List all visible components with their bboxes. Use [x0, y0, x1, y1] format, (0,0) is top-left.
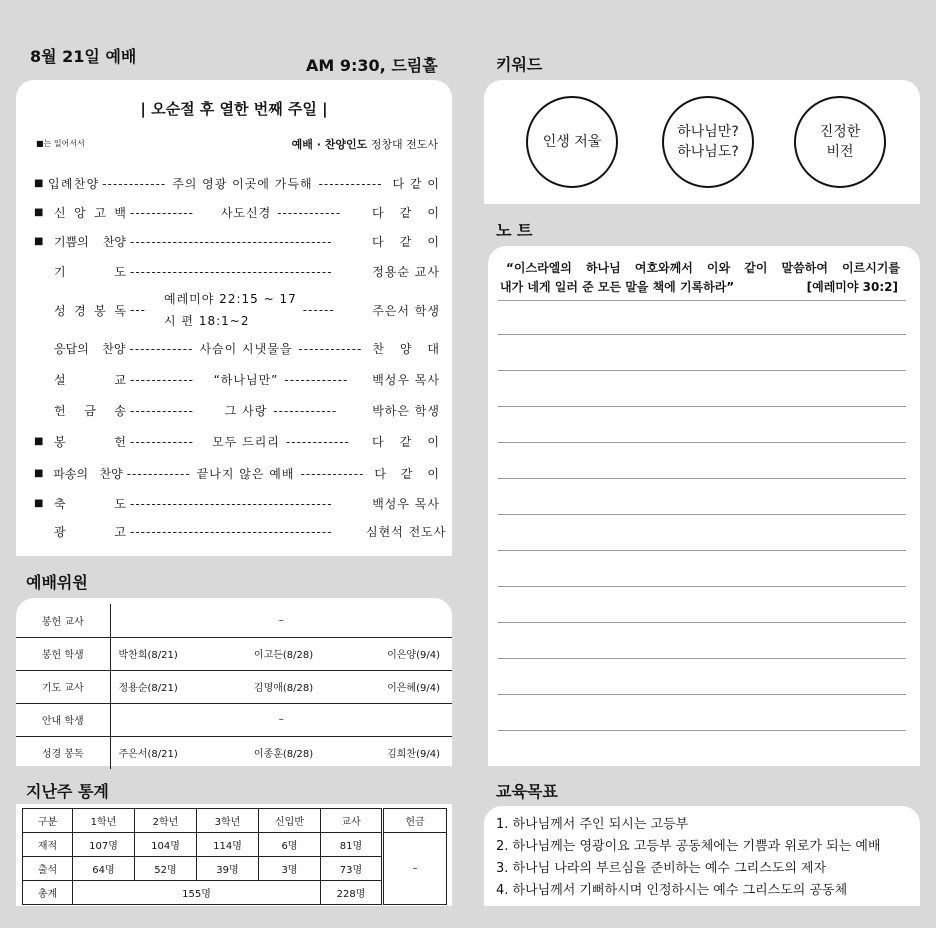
- worship-date-title: 8월 21일 예배: [30, 47, 137, 66]
- committee-value: 김명애(8/28): [231, 670, 337, 703]
- education-goals-title: 교육목표: [496, 782, 558, 801]
- order-item: 광 고: [54, 525, 126, 539]
- stats-cell: 52명: [135, 857, 197, 881]
- note-line: [498, 658, 906, 659]
- order-person: 박하은 학생: [372, 404, 440, 418]
- stats-card: [16, 804, 452, 906]
- committee-role: 기도 교사: [16, 670, 110, 703]
- note-line: [498, 730, 906, 731]
- committee-value: –: [110, 703, 452, 736]
- table-header: 교사: [321, 809, 383, 833]
- keyword-text: 진정한: [819, 124, 861, 140]
- standing-mark: ■: [34, 498, 44, 509]
- stats-cell: 6명: [259, 833, 321, 857]
- note-line: [498, 478, 906, 479]
- order-row: ■ 신 앙 고 백 ------------ 사도신경 ------------ 다 같 이: [34, 205, 440, 220]
- order-content: 주의 영광 이곳에 가득해: [172, 177, 313, 191]
- order-item: 기쁨의 찬양: [54, 235, 126, 249]
- committee-value: 김희찬(9/4): [387, 749, 440, 761]
- worship-time-place: AM 9:30, 드림홀: [306, 56, 438, 75]
- order-row: ■ 봉 헌 ------------ 모두 드리리 ------------ 다 같 이: [34, 434, 440, 449]
- worship-leader: [292, 136, 438, 152]
- leader-name: 정창대 전도사: [370, 138, 438, 151]
- table-row: [16, 670, 452, 703]
- table-row: [16, 604, 452, 637]
- committee-role: 봉헌 학생: [16, 637, 110, 670]
- keyword-circle: [794, 96, 886, 188]
- stats-cell: 155명: [73, 881, 321, 905]
- note-line: [498, 442, 906, 443]
- table-header-row: [23, 809, 447, 833]
- keyword-text: 하나님만?: [677, 124, 739, 140]
- order-content: 그 사랑: [224, 404, 268, 418]
- order-person: 백성우 목사: [372, 497, 440, 511]
- education-goals-list: [496, 814, 881, 902]
- order-item: 성 경 봉 독: [54, 303, 126, 318]
- keyword-circle: [662, 96, 754, 188]
- order-person: 찬 양 대: [372, 342, 440, 356]
- bible-quote-line2: [500, 278, 898, 295]
- committee-value: –: [110, 604, 452, 637]
- leader-label: 예배 · 찬양인도: [291, 138, 368, 151]
- stats-cell: 39명: [197, 857, 259, 881]
- keyword-text: 인생 저울: [542, 134, 602, 150]
- keyword-text: 하나님도?: [677, 144, 739, 160]
- note-line: [498, 334, 906, 335]
- note-line: [498, 300, 906, 301]
- committee-card: [16, 598, 452, 766]
- committee-value: 이종훈(8/28): [253, 749, 314, 761]
- scripture-line: 시 편 18:1~2: [164, 314, 250, 328]
- order-content: “하나님만”: [213, 373, 279, 387]
- order-row-scripture: 성 경 봉 독 --- 예레미야 22:15 ~ 17 시 편 18:1~2 ------ 주은서 학생: [34, 289, 440, 331]
- keyword-text: 비전: [826, 144, 854, 160]
- standing-mark: ■: [34, 436, 44, 447]
- committee-value: 이은혜(9/4): [336, 670, 452, 703]
- education-goals-card: [484, 806, 920, 906]
- note-line: [498, 694, 906, 695]
- bible-quote: 내가 네게 일러 준 모든 말을 책에 기록하라”: [500, 280, 735, 294]
- stats-cell: 64명: [73, 857, 135, 881]
- table-header: 3학년: [197, 809, 259, 833]
- order-of-worship-card: [16, 80, 452, 556]
- bible-quote: “이스라엘의 하나님 여호와께서 이와 같이 말씀하여 이르시기를: [506, 261, 900, 275]
- order-person: 심현석 전도사: [366, 525, 447, 539]
- scripture-line: 예레미야 22:15 ~ 17: [164, 292, 297, 306]
- committee-value: 박찬희(8/21): [110, 637, 231, 670]
- table-row: [16, 736, 452, 769]
- bible-reference: [예레미야 30:2]: [806, 280, 898, 294]
- order-person: 백성우 목사: [372, 373, 440, 387]
- note-line: [498, 406, 906, 407]
- committee-role: 성경 봉독: [16, 736, 110, 769]
- standing-mark: ■: [34, 236, 44, 247]
- order-person: 정용순 교사: [372, 265, 440, 279]
- keywords-card: [484, 80, 920, 204]
- stats-cell: 107명: [73, 833, 135, 857]
- scripture-passages: [158, 288, 303, 332]
- order-row: ■ 파송의 찬양 ------------ 끝나지 않은 예배 ------------ 다 같 이: [34, 466, 440, 481]
- notes-title: 노 트: [496, 221, 533, 240]
- order-item: 기 도: [54, 265, 126, 279]
- order-person: 주은서 학생: [372, 303, 440, 318]
- order-row: ■ 기쁨의 찬양 -------------------------------------- 다 같 이: [34, 234, 440, 249]
- table-header: 구분: [23, 809, 73, 833]
- service-title: | 오순절 후 열한 번째 주일 |: [140, 100, 328, 118]
- order-content: 끝나지 않은 예배: [196, 467, 295, 481]
- list-item: 4. 하나님께서 기뻐하시며 인정하시는 예수 그리스도의 공동체: [496, 883, 848, 898]
- table-header: 헌금: [383, 809, 447, 833]
- stats-row-label: 총계: [23, 881, 73, 905]
- order-item: 축 도: [54, 497, 126, 511]
- order-row: 광 고 -------------------------------------- 심현석 전도사: [54, 524, 447, 539]
- stats-cell: 114명: [197, 833, 259, 857]
- committee-title: 예배위원: [26, 573, 88, 592]
- stats-cell: 104명: [135, 833, 197, 857]
- stats-title: 지난주 통계: [26, 782, 109, 801]
- order-item: 신 앙 고 백: [54, 206, 126, 220]
- note-line: [498, 370, 906, 371]
- order-row: ■ 입 례 찬 양 ------------ 주의 영광 이곳에 가득해 ------------ 다 같 이: [34, 176, 440, 191]
- table-row: [16, 703, 452, 736]
- note-line: [498, 550, 906, 551]
- order-person: 다 같 이: [392, 177, 440, 191]
- notes-card: [488, 246, 920, 766]
- order-row: 응답의 찬양 ------------ 사슴이 시냇물을 ------------ 찬 양 대: [53, 341, 440, 356]
- stats-row-label: 출석: [23, 857, 73, 881]
- note-line: [498, 586, 906, 587]
- committee-value: 이고든(8/28): [231, 637, 337, 670]
- order-content: 사도신경: [220, 206, 272, 220]
- order-row: 기 도 -------------------------------------- 정용순 교사: [54, 264, 440, 279]
- order-row: 설 교 ------------ “하나님만” ------------ 백성우 목사: [54, 372, 440, 387]
- order-person: 다 같 이: [372, 235, 440, 249]
- standing-mark: ■: [34, 207, 44, 218]
- list-item: 2. 하나님께는 영광이요 고등부 공동체에는 기쁨과 위로가 되는 예배: [496, 839, 881, 854]
- committee-role: 봉헌 교사: [16, 604, 110, 637]
- stand-note: ■는 일어서서: [36, 139, 85, 148]
- note-line: [498, 622, 906, 623]
- order-item: 파송의 찬양: [53, 467, 123, 481]
- stats-cell: 228명: [321, 881, 383, 905]
- list-item: 1. 하나님께서 주인 되시는 고등부: [496, 817, 689, 832]
- order-item: 입 례 찬 양: [47, 177, 99, 191]
- committee-role: 안내 학생: [16, 703, 110, 736]
- stats-cell: 3명: [259, 857, 321, 881]
- note-line: [498, 514, 906, 515]
- table-row: [16, 637, 452, 670]
- order-person: 다 같 이: [374, 467, 440, 481]
- keywords-title: 키워드: [496, 55, 543, 74]
- standing-mark: ■: [34, 178, 44, 189]
- stats-table: [22, 808, 447, 905]
- order-content: 사슴이 시냇물을: [199, 342, 293, 356]
- stats-row-label: 재적: [23, 833, 73, 857]
- table-header: 2학년: [135, 809, 197, 833]
- order-item: 설 교: [54, 373, 126, 387]
- table-header: 신입반: [259, 809, 321, 833]
- order-row: ■ 축 도 -------------------------------------- 백성우 목사: [34, 496, 440, 511]
- order-person: 다 같 이: [372, 206, 440, 220]
- committee-value: 주은서(8/21): [118, 749, 178, 761]
- stats-cell: 81명: [321, 833, 383, 857]
- order-person: 다 같 이: [372, 435, 440, 449]
- standing-mark: ■: [34, 468, 44, 479]
- table-header: 1학년: [73, 809, 135, 833]
- committee-value: 이은양(9/4): [336, 637, 452, 670]
- keyword-circle: [526, 96, 618, 188]
- order-item: 헌 금 송: [54, 404, 126, 418]
- committee-value: 정용순(8/21): [110, 670, 231, 703]
- order-item: 응답의 찬양: [53, 342, 126, 356]
- stats-cell: 73명: [321, 857, 383, 881]
- offering-cell: –: [383, 833, 447, 905]
- order-content: 모두 드리리: [212, 435, 280, 449]
- order-item: 봉 헌: [54, 435, 126, 449]
- table-row: [23, 833, 447, 857]
- list-item: 3. 하나님 나라의 부르심을 준비하는 예수 그리스도의 제자: [496, 861, 827, 876]
- committee-table: [16, 604, 452, 769]
- order-row: 헌 금 송 ------------ 그 사랑 ------------ 박하은 학생: [54, 403, 440, 418]
